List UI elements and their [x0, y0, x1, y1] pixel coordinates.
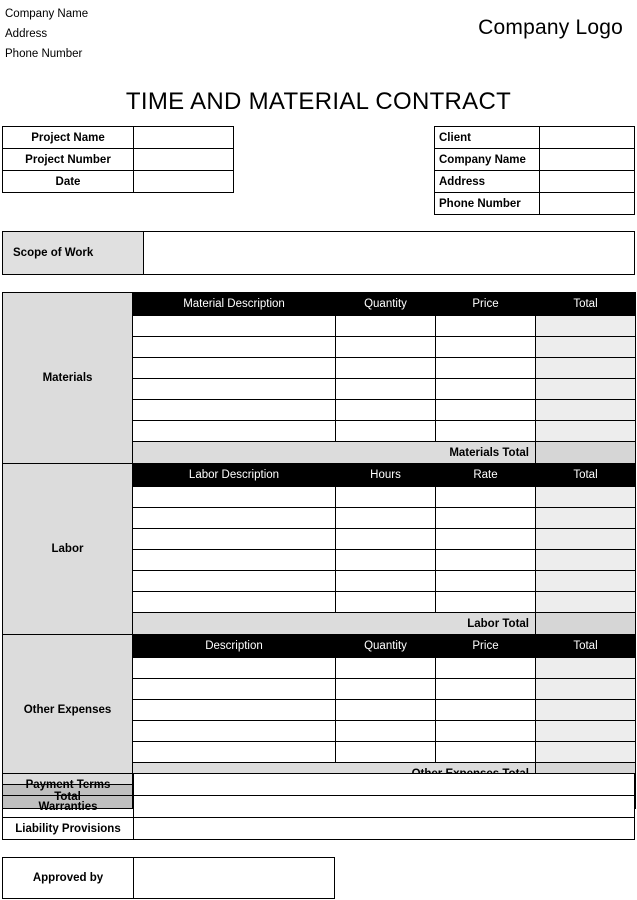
labor-cell-total[interactable]	[536, 529, 636, 550]
labor-col-rate: Rate	[436, 464, 536, 487]
approved-by-label: Approved by	[3, 858, 134, 899]
materials-total-label: Materials Total	[133, 442, 536, 464]
client-label: Client	[435, 127, 540, 149]
materials-cell-quantity[interactable]	[336, 337, 436, 358]
company-name-line: Company Name	[5, 8, 89, 20]
labor-col-description: Labor Description	[133, 464, 336, 487]
materials-col-description: Material Description	[133, 293, 336, 316]
table-row	[435, 149, 635, 171]
labor-cell-hours[interactable]	[336, 508, 436, 529]
approval-table	[2, 857, 335, 899]
other-cell-total[interactable]	[536, 721, 636, 742]
materials-cell-total[interactable]	[536, 400, 636, 421]
table-row	[3, 127, 234, 149]
other-cell-total[interactable]	[536, 742, 636, 763]
materials-cell-description[interactable]	[133, 421, 336, 442]
other-cell-quantity[interactable]	[336, 679, 436, 700]
other-cell-total[interactable]	[536, 679, 636, 700]
labor-cell-hours[interactable]	[336, 550, 436, 571]
client-address-field[interactable]	[540, 171, 635, 193]
labor-cell-hours[interactable]	[336, 592, 436, 613]
labor-cell-total[interactable]	[536, 571, 636, 592]
other-expenses-section-label: Other Expenses	[3, 635, 133, 785]
labor-header-row	[3, 464, 636, 487]
table-row	[3, 171, 234, 193]
materials-cell-total[interactable]	[536, 421, 636, 442]
other-expenses-header-row	[3, 635, 636, 658]
materials-section-label: Materials	[3, 293, 133, 464]
other-col-description: Description	[133, 635, 336, 658]
project-number-field[interactable]	[134, 149, 234, 171]
table-row	[3, 796, 635, 818]
other-col-total: Total	[536, 635, 636, 658]
warranties-label: Warranties	[3, 796, 134, 818]
labor-cell-description[interactable]	[133, 508, 336, 529]
table-row	[435, 171, 635, 193]
other-cell-description[interactable]	[133, 700, 336, 721]
materials-header-row	[3, 293, 636, 316]
labor-cell-total[interactable]	[536, 508, 636, 529]
cost-breakdown-table	[2, 292, 636, 809]
other-cell-quantity[interactable]	[336, 700, 436, 721]
other-cell-price[interactable]	[436, 679, 536, 700]
labor-cell-hours[interactable]	[336, 487, 436, 508]
table-row	[435, 193, 635, 215]
materials-cell-description[interactable]	[133, 358, 336, 379]
other-cell-price[interactable]	[436, 742, 536, 763]
page-title: TIME AND MATERIAL CONTRACT	[125, 88, 512, 115]
company-phone-line: Phone Number	[5, 48, 83, 60]
labor-cell-description[interactable]	[133, 592, 336, 613]
client-info-table	[434, 126, 635, 215]
other-cell-quantity[interactable]	[336, 742, 436, 763]
materials-cell-description[interactable]	[133, 400, 336, 421]
client-address-label: Address	[435, 171, 540, 193]
labor-cell-hours[interactable]	[336, 571, 436, 592]
other-col-quantity: Quantity	[336, 635, 436, 658]
materials-cell-price[interactable]	[436, 400, 536, 421]
client-company-label: Company Name	[435, 149, 540, 171]
client-phone-label: Phone Number	[435, 193, 540, 215]
materials-cell-quantity[interactable]	[336, 379, 436, 400]
materials-col-quantity: Quantity	[336, 293, 436, 316]
materials-cell-description[interactable]	[133, 316, 336, 337]
labor-col-hours: Hours	[336, 464, 436, 487]
materials-cell-total[interactable]	[536, 358, 636, 379]
other-cell-quantity[interactable]	[336, 658, 436, 679]
materials-cell-price[interactable]	[436, 316, 536, 337]
other-cell-price[interactable]	[436, 721, 536, 742]
materials-cell-price[interactable]	[436, 358, 536, 379]
scope-of-work-table	[2, 231, 635, 275]
other-cell-description[interactable]	[133, 658, 336, 679]
other-cell-description[interactable]	[133, 679, 336, 700]
project-name-label: Project Name	[3, 127, 134, 149]
table-row	[3, 149, 234, 171]
materials-col-price: Price	[436, 293, 536, 316]
labor-cell-rate[interactable]	[436, 508, 536, 529]
labor-cell-description[interactable]	[133, 550, 336, 571]
other-cell-quantity[interactable]	[336, 721, 436, 742]
labor-cell-rate[interactable]	[436, 550, 536, 571]
project-name-field[interactable]	[134, 127, 234, 149]
date-field[interactable]	[134, 171, 234, 193]
labor-total-value[interactable]	[536, 613, 636, 635]
materials-cell-quantity[interactable]	[336, 400, 436, 421]
other-cell-description[interactable]	[133, 742, 336, 763]
labor-cell-total[interactable]	[536, 487, 636, 508]
liability-provisions-label: Liability Provisions	[3, 818, 134, 840]
materials-cell-quantity[interactable]	[336, 358, 436, 379]
scope-of-work-label: Scope of Work	[3, 232, 144, 275]
labor-cell-description[interactable]	[133, 487, 336, 508]
materials-cell-price[interactable]	[436, 379, 536, 400]
materials-cell-total[interactable]	[536, 379, 636, 400]
materials-cell-price[interactable]	[436, 421, 536, 442]
materials-total-value[interactable]	[536, 442, 636, 464]
table-row	[3, 232, 635, 275]
other-cell-description[interactable]	[133, 721, 336, 742]
date-label: Date	[3, 171, 134, 193]
scope-of-work-field[interactable]	[144, 232, 635, 275]
other-cell-price[interactable]	[436, 658, 536, 679]
document-header	[0, 0, 637, 70]
project-number-label: Project Number	[3, 149, 134, 171]
grand-total-label: Total	[3, 785, 133, 809]
other-cell-total[interactable]	[536, 700, 636, 721]
materials-col-total: Total	[536, 293, 636, 316]
table-row	[3, 858, 335, 899]
client-company-field[interactable]	[540, 149, 635, 171]
materials-cell-quantity[interactable]	[336, 316, 436, 337]
labor-cell-description[interactable]	[133, 529, 336, 550]
labor-section-label: Labor	[3, 464, 133, 635]
labor-cell-total[interactable]	[536, 592, 636, 613]
company-address-line: Address	[5, 28, 48, 40]
materials-cell-price[interactable]	[436, 337, 536, 358]
materials-cell-total[interactable]	[536, 337, 636, 358]
materials-cell-total[interactable]	[536, 316, 636, 337]
labor-cell-rate[interactable]	[436, 571, 536, 592]
other-col-price: Price	[436, 635, 536, 658]
approved-by-field[interactable]	[134, 858, 335, 899]
labor-cell-total[interactable]	[536, 550, 636, 571]
labor-total-label: Labor Total	[133, 613, 536, 635]
table-row	[435, 127, 635, 149]
terms-table	[2, 773, 635, 840]
other-cell-price[interactable]	[436, 700, 536, 721]
table-row	[3, 818, 635, 840]
client-field[interactable]	[540, 127, 635, 149]
labor-col-total: Total	[536, 464, 636, 487]
liability-provisions-field[interactable]	[134, 818, 635, 840]
warranties-field[interactable]	[134, 796, 635, 818]
labor-cell-rate[interactable]	[436, 487, 536, 508]
labor-cell-hours[interactable]	[336, 529, 436, 550]
other-cell-total[interactable]	[536, 658, 636, 679]
company-logo: Company Logo	[478, 16, 623, 39]
payment-terms-label: Payment Terms	[3, 774, 134, 796]
labor-cell-rate[interactable]	[436, 529, 536, 550]
project-info-table	[2, 126, 234, 193]
materials-cell-quantity[interactable]	[336, 421, 436, 442]
company-info-block	[5, 4, 88, 64]
table-row	[3, 774, 635, 796]
materials-cell-description[interactable]	[133, 379, 336, 400]
client-phone-field[interactable]	[540, 193, 635, 215]
materials-cell-description[interactable]	[133, 337, 336, 358]
labor-cell-rate[interactable]	[436, 592, 536, 613]
labor-cell-description[interactable]	[133, 571, 336, 592]
payment-terms-field[interactable]	[134, 774, 635, 796]
